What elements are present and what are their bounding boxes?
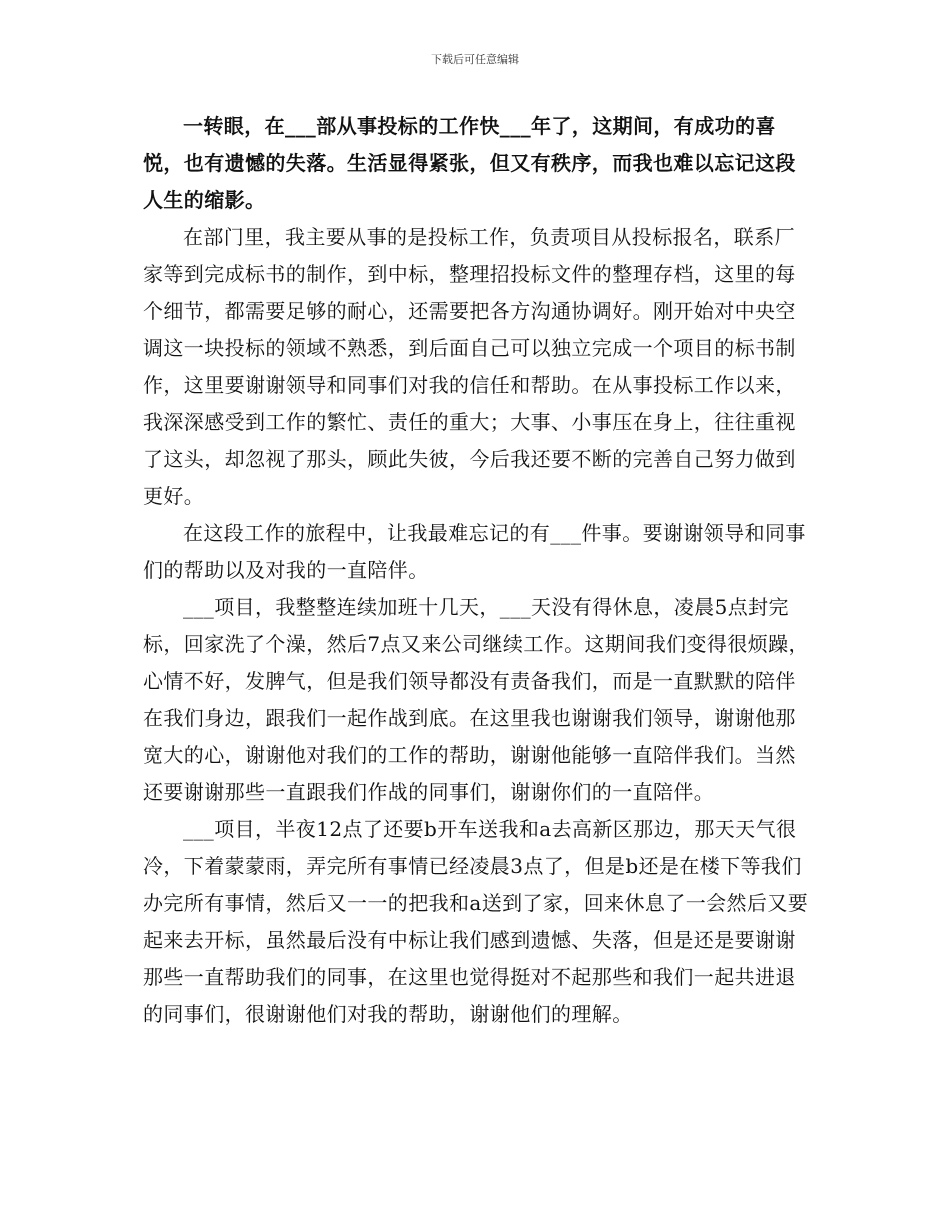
paragraph-duties: 在部门里，我主要从事的是投标工作，负责项目从投标报名，联系厂家等到完成标书的制作，到中标，整理招投标文件的整理存档，这里的每个细节，都需要足够的耐心，还需要把各方沟通协调好。刚开始对中央空调这一块投标的领域不熟悉，到后面自己可以独立完成一个项目的标书制作，这里要谢谢领导和同事们对我的信任和帮助。在从事投标工作以来，我深深感受到工作的繁忙、责任的重大；大事、小事压在身上，往往重视了这头，却忽视了那头，顾此失彼，今后我还要不断的完善自己努力做到更好。: [143, 225, 796, 508]
paragraph-memorable-events: 在这段工作的旅程中，让我最难忘记的有___件事。要谢谢领导和同事们的帮助以及对我的一直陪伴。: [143, 521, 806, 582]
paragraph-project-overtime: ___项目，我整整连续加班十几天，___天没有得休息，凌晨5点封完标，回家洗了个澡，然后7点又来公司继续工作。这期间我们变得很烦躁，心情不好，发脾气，但是我们领导都没有责备我们，而是一直默默的陪伴在我们身边，跟我们一起作战到底。在这里我也谢谢我们领导，谢谢他那宽大的心，谢谢他对我们的工作的帮助，谢谢他能够一直陪伴我们。当然还要谢谢那些一直跟我们作战的同事们，谢谢你们的一直陪伴。: [143, 595, 809, 804]
editable-note-header: 下载后可任意编辑: [431, 53, 519, 66]
intro-paragraph: 一转眼，在___部从事投标的工作快___年了，这期间，有成功的喜悦，也有遗憾的失落。生活显得紧张，但又有秩序，而我也难以忘记这段人生的缩影。: [143, 114, 796, 212]
paragraph-project-late-night: ___项目，半夜12点了还要b开车送我和a去高新区那边，那天天气很冷，下着蒙蒙雨，弄完所有事情已经凌晨3点了，但是b还是在楼下等我们办完所有事情，然后又一一的把我和a送到了家，回来休息了一会然后又要起来去开标，虽然最后没有中标让我们感到遗憾、失落，但是还是要谢谢那些一直帮助我们的同事，在这里也觉得挺对不起那些和我们一起共进退的同事们，很谢谢他们对我的帮助，谢谢他们的理解。: [143, 817, 809, 1026]
document-body: [143, 108, 813, 1033]
